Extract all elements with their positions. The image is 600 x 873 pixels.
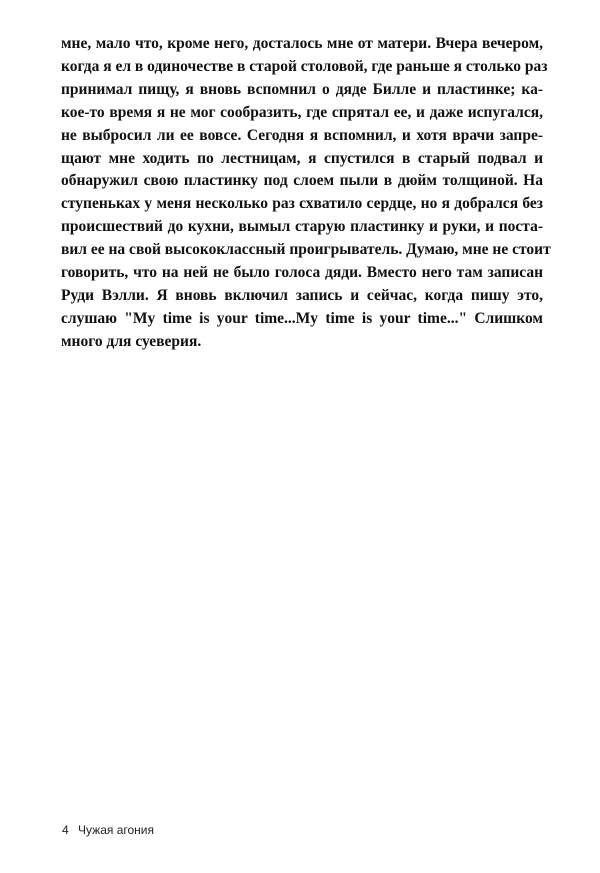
text-line: принимал пищу, я вновь вспомнил о дяде Билле и пластинке; ка- — [61, 80, 543, 98]
body-text — [61, 33, 551, 354]
text-line: когда я ел в одиночестве в старой столовой, где раньше я столько раз — [61, 57, 548, 75]
running-title: Чужая агония — [78, 823, 154, 837]
text-line: происшествий до кухни, вымыл старую пластинку и руки, и поста- — [61, 218, 543, 236]
text-line: ступеньках у меня несколько раз схватило сердце, но я добрался без — [61, 195, 543, 213]
text-line: Руди Вэлли. Я вновь включил запись и сейчас, когда пишу это, — [61, 286, 543, 304]
text-line: не выбросил ли ее вовсе. Сегодня я вспомнил, и хотя врачи запре- — [61, 126, 543, 144]
text-line: мне, мало что, кроме него, досталось мне от матери. Вчера вечером, — [61, 35, 543, 52]
page-footer — [62, 823, 154, 837]
text-line: кое-то время я не мог сообразить, где спрятал ее, и даже испугался, — [61, 103, 543, 121]
text-line: говорить, что на ней не было голоса дяди. Вместо него там записан — [61, 264, 543, 282]
text-line: много для суеверия. — [61, 332, 202, 350]
text-line: слушаю "My time is your time...My time is your time..." Слишком — [61, 309, 543, 327]
page-number: 4 — [62, 823, 69, 837]
text-line: щают мне ходить по лестницам, я спустился в старый подвал и — [61, 149, 543, 167]
text-line: вил ее на свой высококлассный проигрыватель. Думаю, мне не стоит — [61, 241, 551, 259]
text-line: обнаружил свою пластинку под слоем пыли в дюйм толщиной. На — [61, 172, 543, 190]
